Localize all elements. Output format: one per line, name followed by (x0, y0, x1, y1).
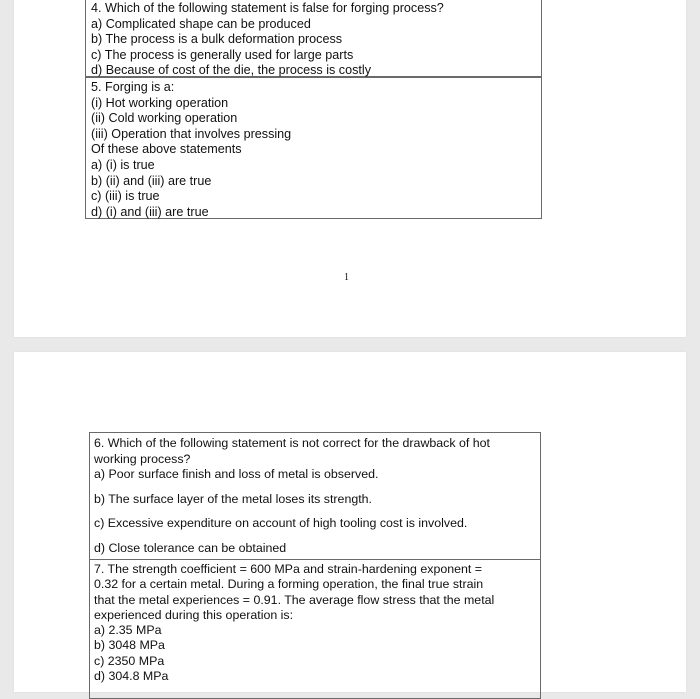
question-6-option-a: a) Poor surface finish and loss of metal is observed. (94, 467, 379, 482)
question-7-option-a: a) 2.35 MPa (94, 623, 162, 638)
question-5-statement-iii: (iii) Operation that involves pressing (91, 126, 292, 141)
question-6-text-line-2: working process? (94, 451, 191, 466)
question-7-text-line-2: 0.32 for a certain metal. During a forming operation, the final true strain (94, 577, 484, 592)
question-5-text: 5. Forging is a: (91, 80, 175, 94)
question-6-option-d: d) Close tolerance can be obtained (94, 540, 287, 555)
document-page-2 (14, 352, 686, 692)
question-5-option-c: c) (iii) is true (91, 189, 160, 204)
question-4-option-d: d) Because of cost of the die, the process is costly (91, 63, 372, 78)
question-7-text-line-3: that the metal experiences = 0.91. The average flow stress that the metal (94, 592, 495, 607)
question-7-box (89, 559, 541, 699)
question-7-option-b: b) 3048 MPa (94, 638, 165, 653)
document-page-1 (14, 0, 686, 337)
question-4-option-b: b) The process is a bulk deformation process (91, 32, 343, 47)
question-5-statement-i: (i) Hot working operation (91, 95, 229, 110)
question-4-option-a: a) Complicated shape can be produced (91, 16, 311, 31)
question-5-prompt: Of these above statements (91, 142, 242, 157)
question-5-box (85, 77, 542, 219)
question-7-text-line-4: experienced during this operation is: (94, 607, 294, 622)
page-number: 1 (344, 272, 349, 283)
question-6-option-c: c) Excessive expenditure on account of high tooling cost is involved. (94, 516, 468, 531)
question-5-option-a: a) (i) is true (91, 157, 155, 172)
question-7-option-d: d) 304.8 MPa (94, 669, 169, 684)
question-6-text-line-1: 6. Which of the following statement is not correct for the drawback of hot (94, 436, 491, 450)
spacer (90, 507, 540, 516)
spacer (90, 483, 540, 492)
question-4-option-c: c) The process is generally used for large parts (91, 47, 354, 62)
question-5-option-b: b) (ii) and (iii) are true (91, 173, 212, 188)
spacer (90, 532, 540, 541)
question-4-box (85, 0, 542, 77)
question-7-option-c: c) 2350 MPa (94, 653, 165, 668)
question-5-option-d: d) (i) and (iii) are true (91, 204, 209, 219)
question-4-text: 4. Which of the following statement is false for forging process? (91, 1, 444, 15)
question-5-statement-ii: (ii) Cold working operation (91, 111, 238, 126)
question-7-text-line-1: 7. The strength coefficient = 600 MPa and strain-hardening exponent = (94, 562, 483, 576)
question-6-option-b: b) The surface layer of the metal loses its strength. (94, 491, 373, 506)
question-6-box (89, 432, 541, 560)
